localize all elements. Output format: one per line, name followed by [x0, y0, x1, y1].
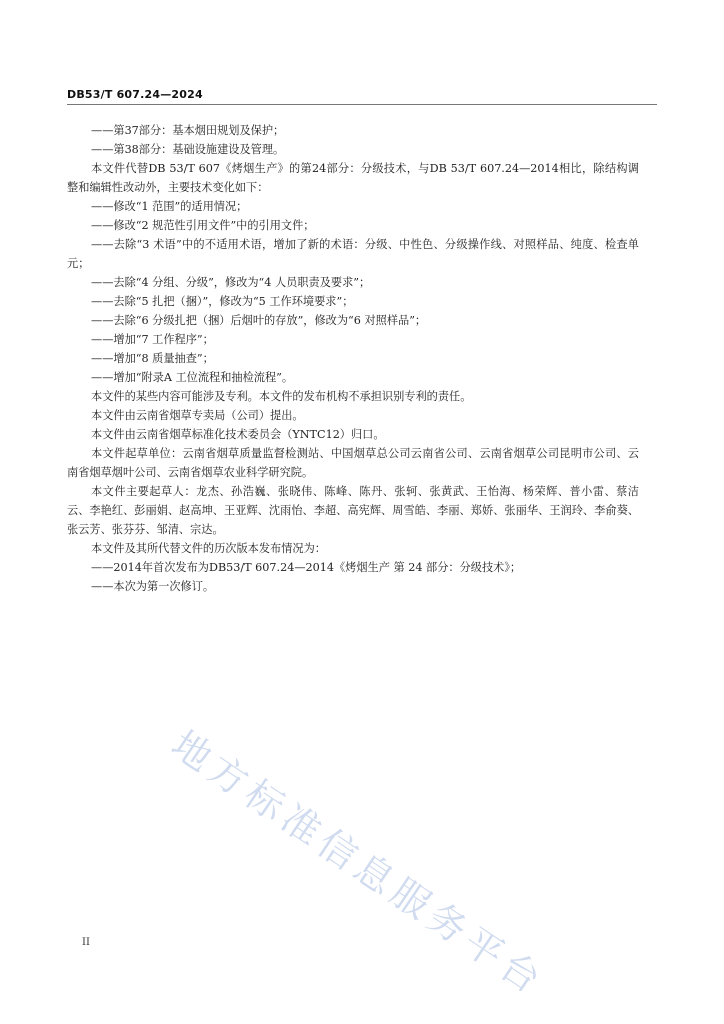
foreword-body [67, 121, 639, 596]
change-item-section-6: ——去除“6 分级扎把（捆）后烟叶的存放”，修改为“6 对照样品”； [91, 314, 427, 327]
document-code-header: DB53/T 607.24—2024 [67, 88, 203, 101]
list-item-part-38: ——第38部分：基础设施建设及管理。 [91, 143, 285, 156]
change-item-terms: ——去除“3 术语”中的不适用术语，增加了新的术语：分级、中性色、分级操作线、对照样品、纯度、检查单元； [67, 238, 639, 270]
version-history-2014: ——2014年首次发布为DB53/T 607.24—2014《烤烟生产 第 24 部分：分级技术》； [91, 561, 522, 574]
patent-statement: 本文件的某些内容可能涉及专利。本文件的发布机构不承担识别专利的责任。 [91, 390, 472, 403]
technical-committee-statement: 本文件由云南省烟草标准化技术委员会（YNTC12）归口。 [91, 428, 385, 441]
header-divider [67, 104, 657, 105]
change-item-section-8: ——增加“8 质量抽查”； [91, 352, 214, 365]
change-item-section-4: ——去除“4 分组、分级”，修改为“4 人员职责及要求”； [91, 276, 371, 289]
change-item-normative-references: ——修改“2 规范性引用文件”中的引用文件； [91, 219, 315, 232]
replacement-statement: 本文件代替DB 53/T 607《烤烟生产》的第24部分：分级技术，与DB 53/T 607.24—2014相比，除结构调整和编辑性改动外，主要技术变化如下： [67, 162, 639, 194]
principal-drafters: 本文件主要起草人：龙杰、孙浩巍、张晓伟、陈峰、陈丹、张轲、张黄武、王怡海、杨荣辉、普小雷、蔡洁云、李艳红、彭丽娟、赵高坤、王亚辉、沈雨怡、李超、高宪辉、周雪皓、李丽、郑娇、张丽华、王润玲、李俞葵、张云芳、张芬芬、邹清、宗达。 [67, 485, 639, 536]
watermark: 地方标准信息服务平台 [163, 722, 554, 1005]
list-item-part-37: ——第37部分：基本烟田规划及保护； [91, 124, 285, 137]
page-number: II [82, 937, 90, 948]
version-history-intro: 本文件及其所代替文件的历次版本发布情况为： [91, 542, 326, 555]
change-item-section-5: ——去除“5 扎把（捆）”，修改为“5 工作环境要求”； [91, 295, 354, 308]
change-item-scope: ——修改“1 范围”的适用情况； [91, 200, 248, 213]
change-item-section-7: ——增加“7 工作程序”； [91, 333, 214, 346]
change-item-annex-a: ——增加“附录A 工位流程和抽检流程”。 [91, 371, 294, 384]
drafting-organizations: 本文件起草单位：云南省烟草质量监督检测站、中国烟草总公司云南省公司、云南省烟草公司昆明市公司、云南省烟草烟叶公司、云南省烟草农业科学研究院。 [67, 447, 639, 479]
version-history-current: ——本次为第一次修订。 [91, 580, 215, 593]
proposer-statement: 本文件由云南省烟草专卖局（公司）提出。 [91, 409, 304, 422]
